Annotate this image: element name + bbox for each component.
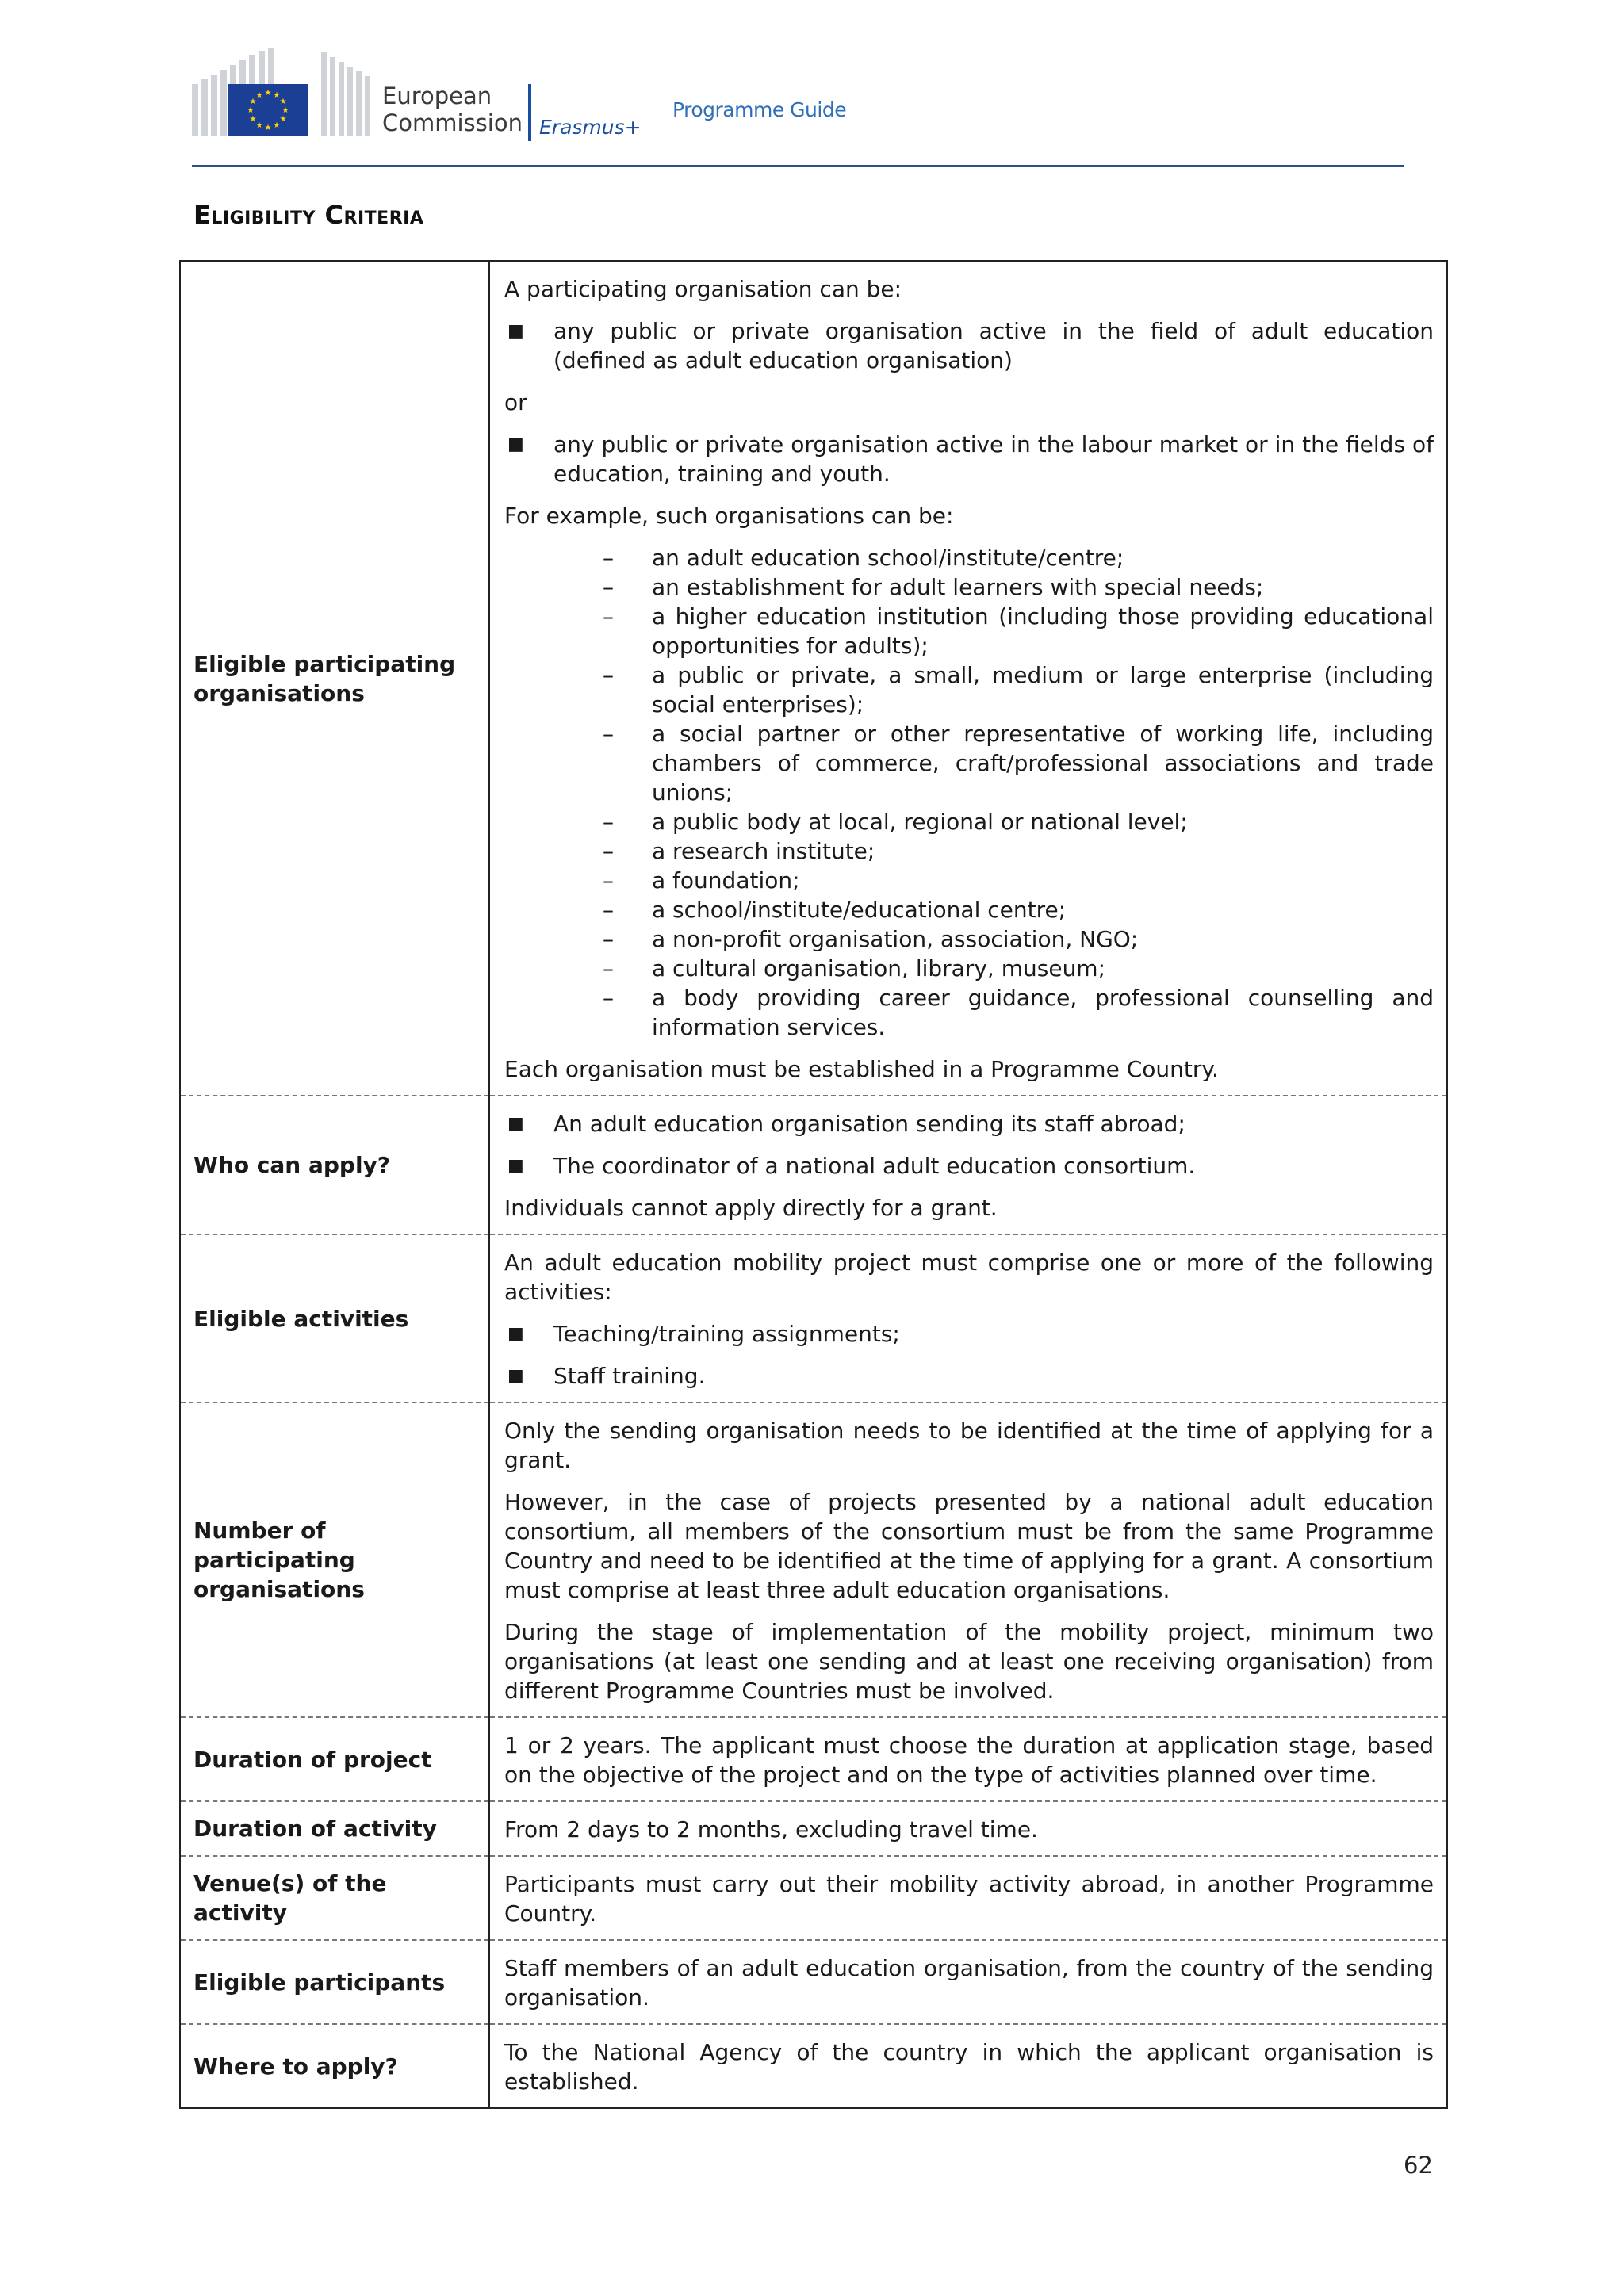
row-label: Where to apply? — [180, 2024, 489, 2108]
header-rule — [192, 165, 1404, 167]
bullet-icon: ■ — [508, 1366, 524, 1386]
row-duration-of-project — [180, 1717, 1447, 1801]
row-label: Number of participating organisations — [180, 1402, 489, 1717]
list-item-text: an establishment for adult learners with special needs; — [652, 574, 1264, 600]
row-eligible-participants — [180, 1940, 1447, 2024]
paragraph: Each organisation must be established in a Programme Country. — [504, 1056, 1219, 1082]
list-item — [504, 1151, 1434, 1181]
page-number: 62 — [1404, 2152, 1433, 2179]
row-duration-of-activity — [180, 1801, 1447, 1856]
bullet-list — [504, 1109, 1434, 1181]
list-item — [504, 1319, 1434, 1349]
row-label: Duration of project — [180, 1717, 489, 1801]
bullet-icon: ■ — [508, 321, 524, 341]
list-item — [603, 836, 1434, 866]
row-content: 1 or 2 years. The applicant must choose the duration at application stage, based on the objective of the project and on the type of activities planned over time. — [489, 1717, 1447, 1801]
bullet-icon: ■ — [508, 434, 524, 454]
svg-text:★: ★ — [264, 124, 272, 132]
row-who-can-apply — [180, 1096, 1447, 1234]
paragraph: Individuals cannot apply directly for a grant. — [504, 1195, 998, 1221]
paragraph: However, in the case of projects presented by a national adult education consortium, all members of the consortium must be from the same Programme Country and need to be identified at the time of applying for a grant. A consortium must comprise at least three adult education organisations. — [504, 1489, 1434, 1603]
row-label: Eligible participants — [180, 1940, 489, 2024]
list-item-text: a public body at local, regional or national level; — [652, 809, 1188, 835]
row-eligible-organisations — [180, 261, 1447, 1096]
dash-icon: – — [603, 721, 614, 747]
dash-icon: – — [603, 809, 614, 835]
paragraph: For example, such organisations can be: — [504, 503, 954, 529]
bullet-list — [504, 316, 1434, 375]
list-item — [603, 895, 1434, 924]
list-item-text: Staff training. — [553, 1363, 706, 1389]
paragraph: Only the sending organisation needs to be identified at the time of applying for a grant. — [504, 1418, 1434, 1473]
list-item — [603, 660, 1434, 719]
row-label: Venue(s) of the activity — [180, 1856, 489, 1940]
row-label: Eligible activities — [180, 1234, 489, 1402]
org-line-1: European — [382, 82, 492, 109]
page-header — [192, 46, 1405, 165]
list-item-text: any public or private organisation active in the labour market or in the fields of education, training and youth. — [553, 431, 1434, 487]
list-item — [603, 807, 1434, 836]
list-item-text: a cultural organisation, library, museum; — [652, 955, 1106, 982]
dash-icon: – — [603, 955, 614, 982]
svg-text:★: ★ — [264, 89, 272, 98]
org-line-2: Commission — [382, 109, 523, 136]
row-content — [489, 1234, 1447, 1402]
header-divider — [528, 84, 531, 141]
bullet-list — [504, 1319, 1434, 1391]
bullet-icon: ■ — [508, 1156, 524, 1176]
row-content — [489, 1096, 1447, 1234]
dash-icon: – — [603, 838, 614, 864]
list-item-text: Teaching/training assignments; — [553, 1321, 900, 1347]
svg-text:★: ★ — [255, 91, 263, 100]
row-number-of-organisations — [180, 1402, 1447, 1717]
list-item — [504, 316, 1434, 375]
example-list — [504, 543, 1434, 1042]
list-item — [504, 1361, 1434, 1391]
list-item — [603, 954, 1434, 983]
list-item-text: any public or private organisation active in the field of adult education (defined as adult education organisation) — [553, 318, 1434, 373]
list-item-text: a higher education institution (including those providing educational opportunities for adults); — [652, 603, 1434, 659]
list-item — [603, 719, 1434, 807]
row-content — [489, 261, 1447, 1096]
row-content: To the National Agency of the country in which the applicant organisation is established. — [489, 2024, 1447, 2108]
list-item — [603, 602, 1434, 660]
list-item-text: a school/institute/educational centre; — [652, 897, 1067, 923]
organization-name — [382, 82, 523, 136]
dash-icon: – — [603, 574, 614, 600]
svg-text:★: ★ — [249, 98, 257, 106]
list-item-text: An adult education organisation sending its staff abroad; — [553, 1111, 1185, 1137]
bullet-icon: ■ — [508, 1114, 524, 1134]
paragraph: A participating organisation can be: — [504, 276, 902, 302]
list-item-text: a research institute; — [652, 838, 875, 864]
programme-name: Erasmus+ — [539, 116, 642, 139]
paragraph: An adult education mobility project must comprise one or more of the following activities: — [504, 1249, 1434, 1305]
list-item-text: a non-profit organisation, association, NGO; — [652, 926, 1139, 952]
dash-icon: – — [603, 603, 614, 629]
list-item — [603, 572, 1434, 602]
svg-text:★: ★ — [282, 106, 289, 115]
bullet-list — [504, 430, 1434, 488]
paragraph: or — [504, 389, 527, 415]
list-item-text: a body providing career guidance, professional counselling and information services. — [652, 985, 1434, 1040]
svg-text:★: ★ — [247, 106, 255, 115]
list-item-text: a foundation; — [652, 867, 800, 894]
bullet-icon: ■ — [508, 1324, 524, 1344]
dash-icon: – — [603, 662, 614, 688]
dash-icon: – — [603, 545, 614, 571]
row-label: Who can apply? — [180, 1096, 489, 1234]
list-item-text: a public or private, a small, medium or large enterprise (including social enterprises); — [652, 662, 1434, 718]
svg-text:★: ★ — [255, 121, 263, 130]
svg-text:★: ★ — [279, 115, 287, 124]
list-item — [504, 1109, 1434, 1138]
section-title: Eligibility Criteria — [193, 200, 424, 230]
row-content: Staff members of an adult education organisation, from the country of the sending organisation. — [489, 1940, 1447, 2024]
row-label: Eligible participating organisations — [180, 261, 489, 1096]
list-item — [603, 983, 1434, 1042]
eligibility-criteria-table — [179, 260, 1448, 2109]
programme-guide-label: Programme Guide — [672, 98, 847, 121]
row-content: From 2 days to 2 months, excluding travel time. — [489, 1801, 1447, 1856]
svg-text:★: ★ — [273, 91, 281, 100]
row-venue — [180, 1856, 1447, 1940]
dash-icon: – — [603, 897, 614, 923]
paragraph: During the stage of implementation of the mobility project, minimum two organisations (at least one sending and at least one receiving organisation) from different Programme Countries must be involved. — [504, 1619, 1434, 1704]
list-item-text: The coordinator of a national adult education consortium. — [553, 1153, 1196, 1179]
row-content: Participants must carry out their mobility activity abroad, in another Programme Country. — [489, 1856, 1447, 1940]
list-item-text: an adult education school/institute/centre; — [652, 545, 1124, 571]
svg-text:★: ★ — [273, 121, 281, 130]
row-label: Duration of activity — [180, 1801, 489, 1856]
row-content — [489, 1402, 1447, 1717]
list-item — [603, 543, 1434, 572]
dash-icon: – — [603, 926, 614, 952]
list-item-text: a social partner or other representative of working life, including chambers of commerce, craft/professional associations and trade unions; — [652, 721, 1434, 806]
svg-text:★: ★ — [249, 115, 257, 124]
row-where-to-apply — [180, 2024, 1447, 2108]
list-item — [603, 924, 1434, 954]
row-eligible-activities — [180, 1234, 1447, 1402]
dash-icon: – — [603, 867, 614, 894]
svg-text:★: ★ — [279, 98, 287, 106]
list-item — [603, 866, 1434, 895]
list-item — [504, 430, 1434, 488]
dash-icon: – — [603, 985, 614, 1011]
